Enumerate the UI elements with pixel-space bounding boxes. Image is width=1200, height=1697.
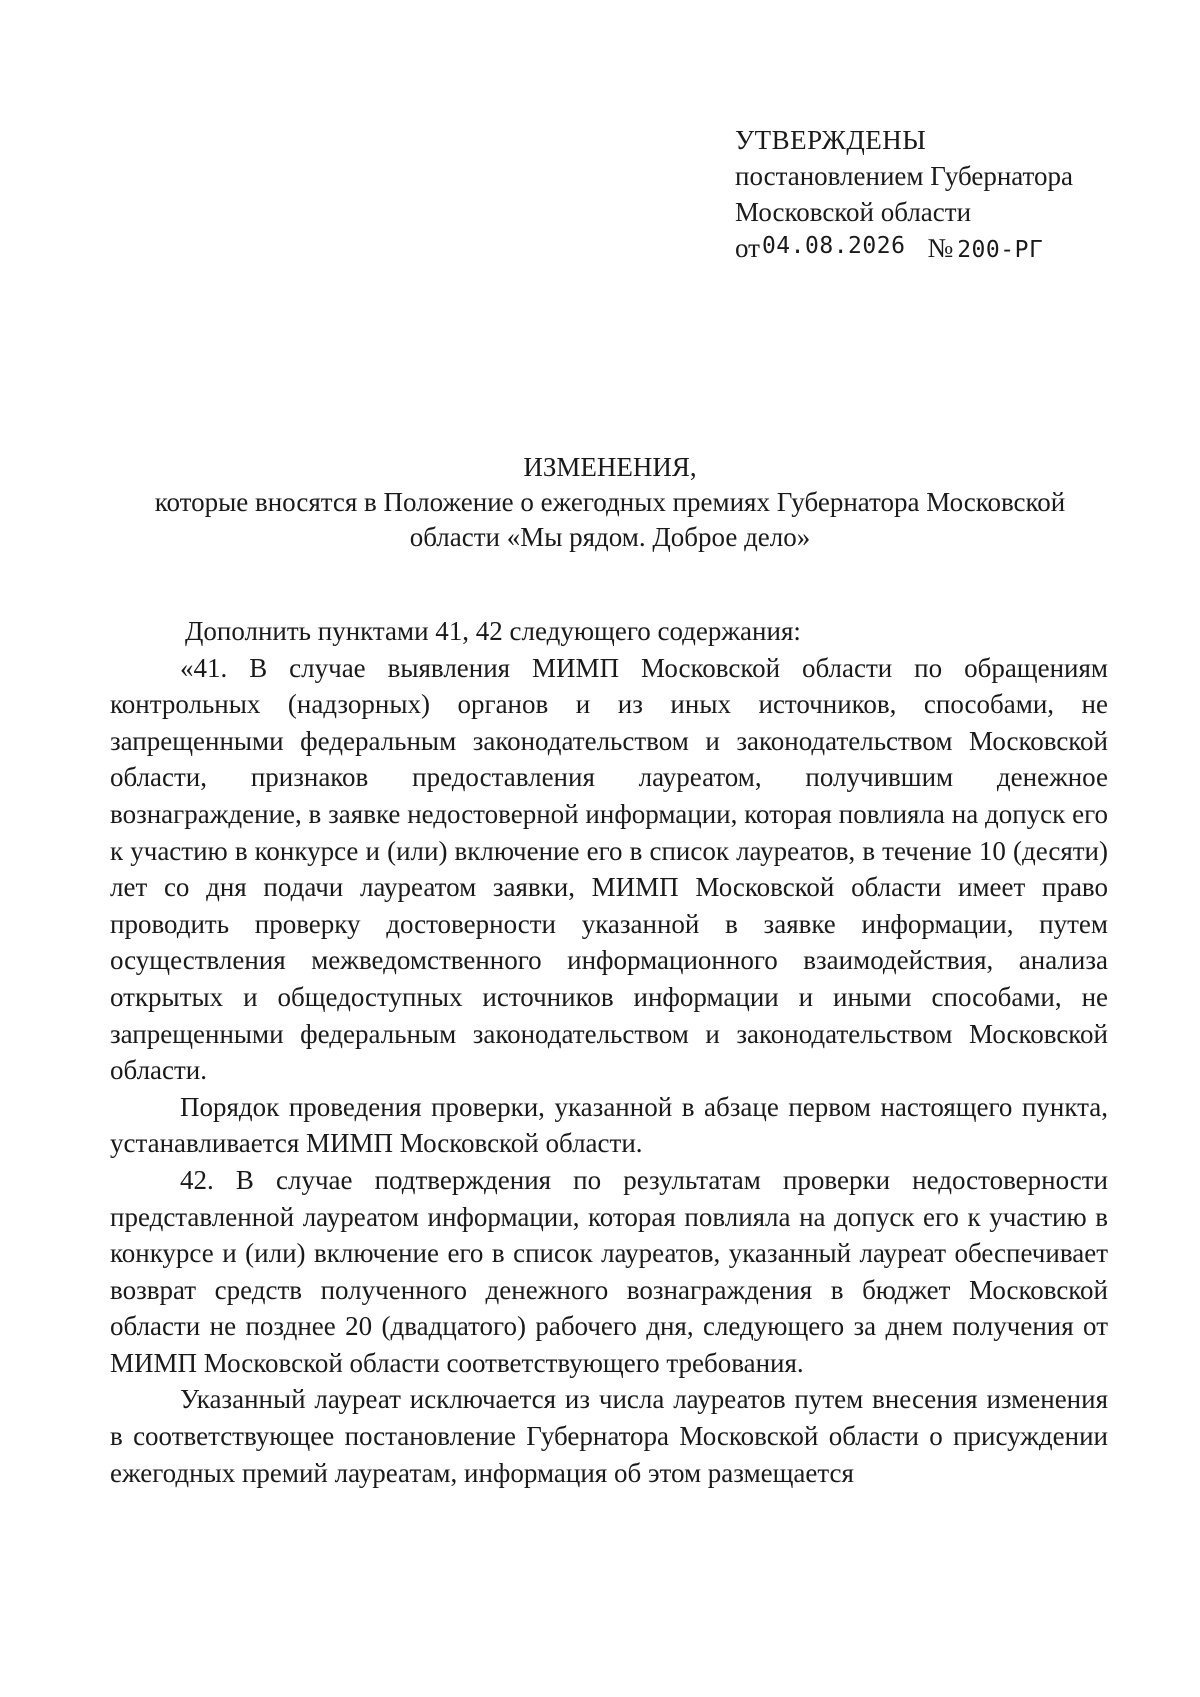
- document-subtitle: которые вносятся в Положение о ежегодных премиях Губернатора Московской области «Мы рядом. Доброе дело»: [154, 487, 1066, 552]
- paragraph-42-exclusion: Указанный лауреат исключается из числа лауреатов путем внесения изменения в соответствующее постановление Губернатора Московской области о присуждении ежегодных премий лауреатам, информация об этом размещается: [110, 1384, 1108, 1488]
- approval-date-number-line: [735, 230, 1155, 268]
- paragraph-42: 42. В случае подтверждения по результатам проверки недостоверности представленной лауреатом информации, которая повлияла на допуск его к участию в конкурсе и (или) включение его в список лауреатов, указанный лауреат обеспечивает возврат средств полученного денежного вознаграждения в бюджет Московской области не позднее 20 (двадцатого) рабочего дня, следующего за днем получения от МИМП Московской области соответствующего требования.: [110, 1164, 1108, 1378]
- paragraph-41: «41. В случае выявления МИМП Московской области по обращениям контрольных (надзорных) органов и из иных источников, способами, не запрещенными федеральным законодательством и законодательством Московской области, признаков предоставления лауреатом, получившим денежное вознаграждение, в заявке недостоверной информации, которая повлияла на допуск его к участию в конкурсе и (или) включение его в список лауреатов, в течение 10 (десяти) лет со дня подачи лауреатом заявки, МИМП Московской области имеет право проводить проверку достоверности указанной в заявке информации, путем осуществления межведомственного информационного взаимодействия, анализа открытых и общедоступных источников информации и иными способами, не запрещенными федеральным законодательством и законодательством Московской области.: [110, 652, 1108, 1086]
- date-prefix: от: [735, 233, 760, 263]
- intro-paragraph: Дополнить пунктами 41, 42 следующего содержания:: [185, 616, 801, 646]
- decree-date: 04.08.2026: [761, 233, 906, 259]
- decree-number: 200-РГ: [957, 237, 1044, 263]
- approval-line-region: Московской области: [735, 197, 972, 227]
- document-title: ИЗМЕНЕНИЯ,: [523, 452, 697, 482]
- approval-line-decree: постановлением Губернатора: [735, 161, 1073, 191]
- approval-block: [735, 122, 1155, 268]
- approval-stamp: УТВЕРЖДЕНЫ: [735, 125, 927, 155]
- document-heading: [110, 450, 1110, 555]
- paragraph-41-order: Порядок проведения проверки, указанной в абзаце первом настоящего пункта, устанавливается МИМП Московской области.: [110, 1091, 1108, 1159]
- document-body: [110, 613, 1108, 1491]
- number-sign: №: [927, 233, 954, 263]
